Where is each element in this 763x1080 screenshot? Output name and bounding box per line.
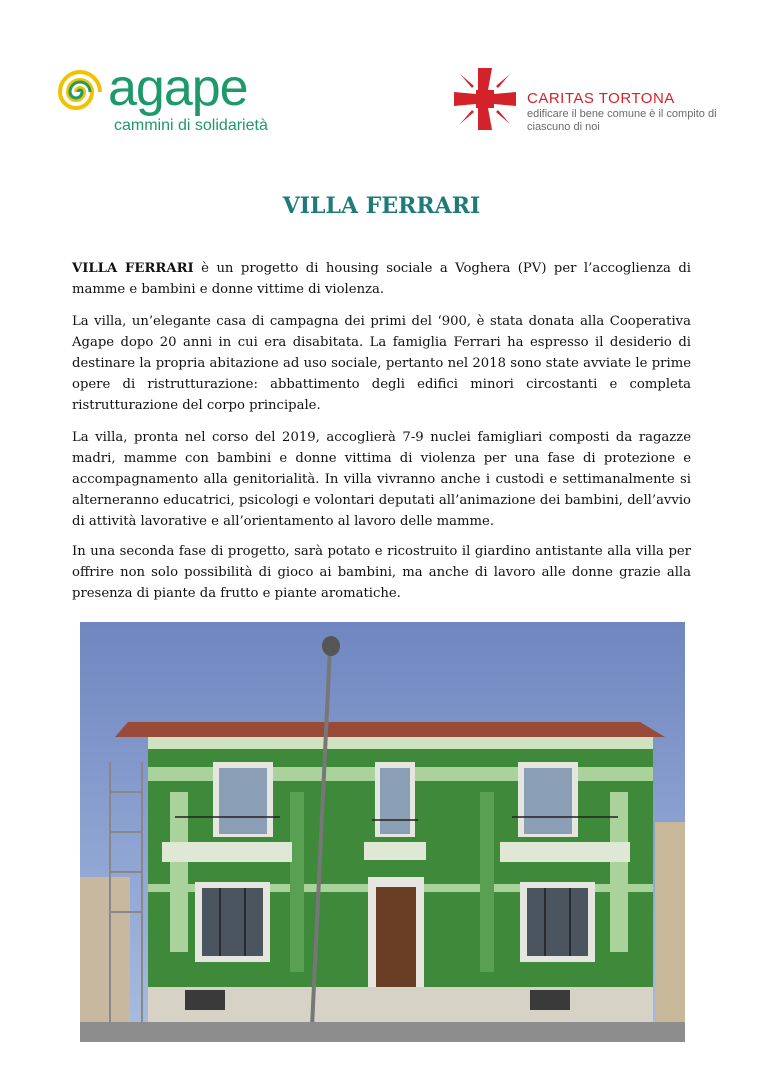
caritas-name: CARITAS TORTONA xyxy=(527,90,675,107)
paragraph-intro xyxy=(72,258,691,300)
villa-photo xyxy=(80,622,685,1042)
caritas-cross-icon xyxy=(452,66,518,132)
intro-bold-name: VILLA FERRARI xyxy=(72,261,194,276)
paragraph-history: La villa, un’elegante casa di campagna dei primi del ‘900, è stata donata alla Cooperativa Agape dopo 20 anni in cui era disabitata. La famiglia Ferrari ha espresso il desiderio di destinare la propria abitazione ad uso sociale, pertanto nel 2018 sono state avviate le prime opere di ristrutturazione: abbattimento degli edifici minori circostanti e completa ristrutturazione del corpo principale. xyxy=(72,314,691,413)
agape-tagline: cammini di solidarietà xyxy=(114,117,268,134)
agape-logo xyxy=(52,59,292,142)
paragraph-plans: La villa, pronta nel corso del 2019, accoglierà 7-9 nuclei famigliari composti da ragazze madri, mamme con bambini e donne vittima di violenza per una fase di protezione e accompagnamento alla genitorialità. In villa vivranno anche i custodi e settimanalmente si alterneranno educatrici, psicologi e volontari deputati all’animazione dei bambini, dell’avvio di attività lavorative e all’orientamento al lavoro delle mamme. xyxy=(72,430,691,529)
agape-spiral-icon xyxy=(52,64,108,120)
paragraph-garden: In una seconda fase di progetto, sarà potato e ricostruito il giardino antistante alla villa per offrire non solo possibilità di gioco ai bambini, ma anche di lavoro alle donne grazie alla presenza di piante da frutto e piante aromatiche. xyxy=(72,544,691,601)
caritas-logo xyxy=(452,66,732,138)
agape-wordmark: agape xyxy=(108,59,248,117)
page-title: VILLA FERRARI xyxy=(282,193,481,219)
intro-text: è un progetto di housing sociale a Voghera (PV) per l’accoglienza di mamme e bambini e donne vittime di violenza. xyxy=(72,261,691,297)
caritas-tagline: edificare il bene comune è il compito di ciascuno di noi xyxy=(527,108,717,133)
